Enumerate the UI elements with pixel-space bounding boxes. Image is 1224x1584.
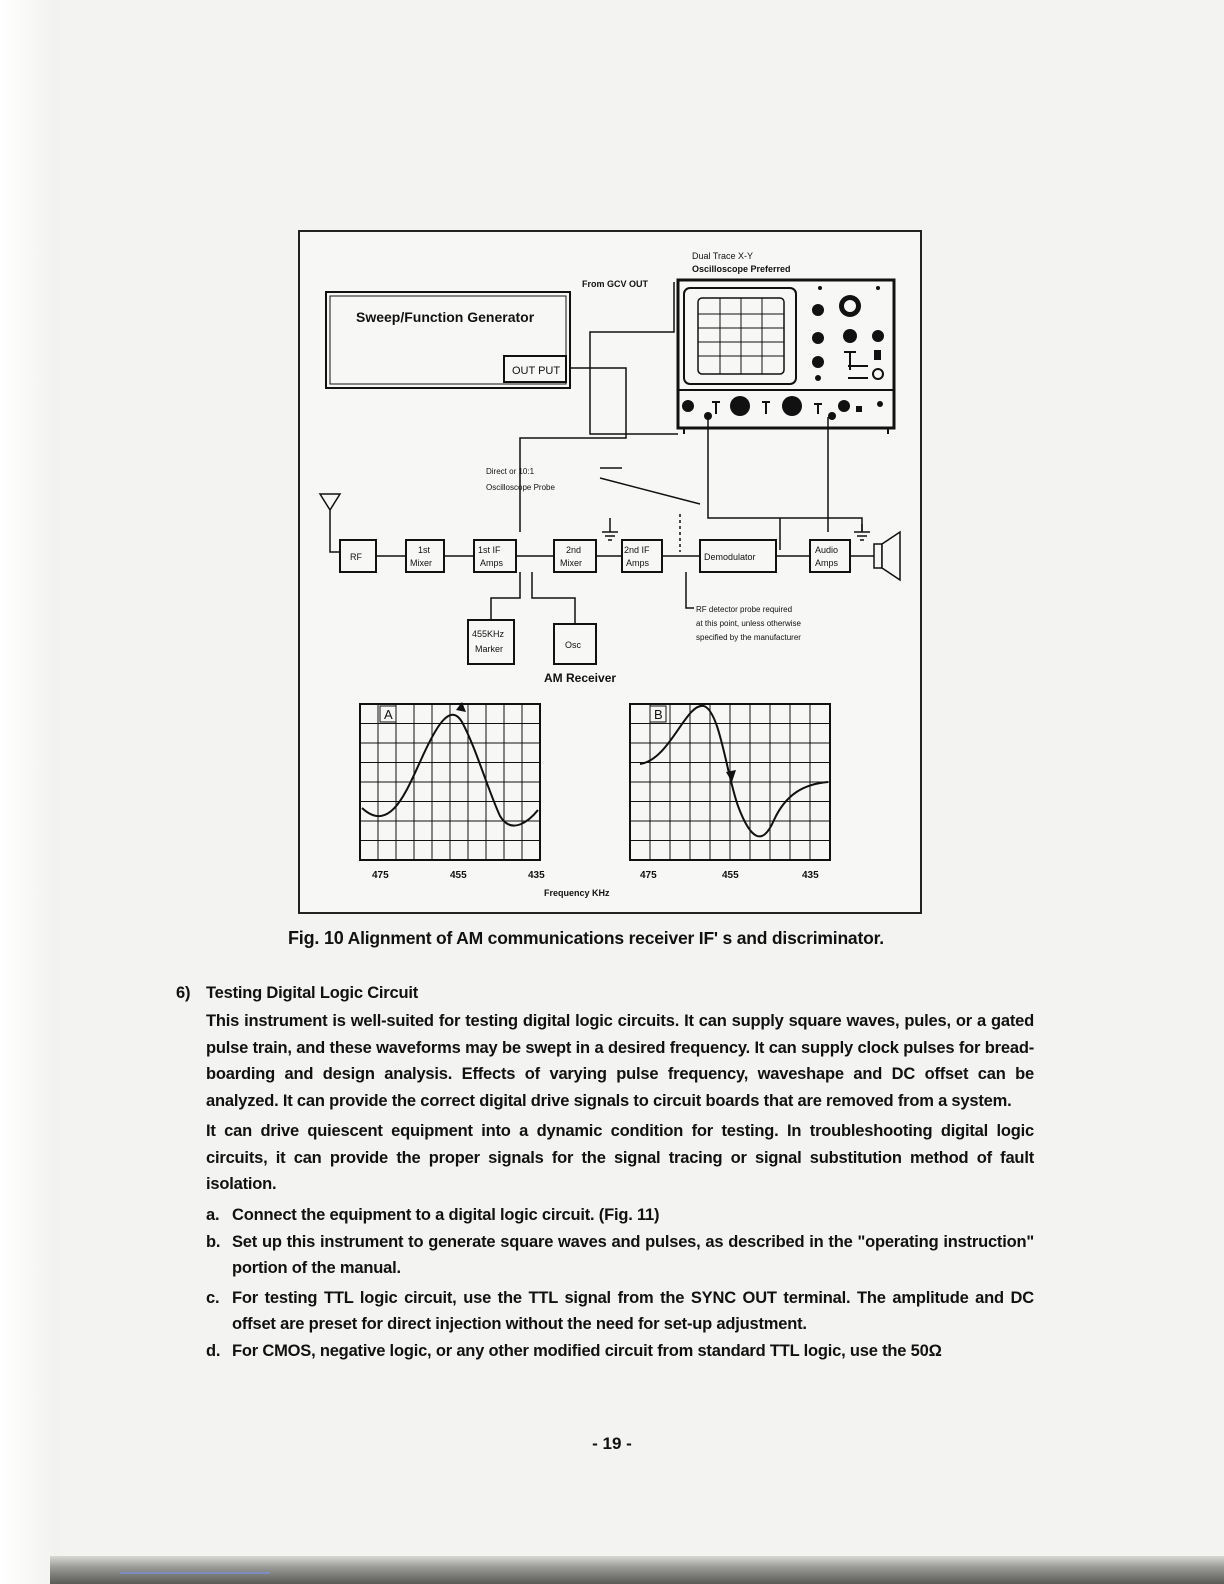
step-text: For CMOS, negative logic, or any other modified circuit from standard TTL logic, use the 50Ω — [232, 1341, 942, 1360]
if1-label-1: 1st IF — [478, 545, 501, 555]
antenna-icon — [320, 494, 340, 552]
audio-label-1: Audio — [815, 545, 839, 555]
mixer1-label-2: Mixer — [410, 558, 432, 568]
marker-label-1: 455KHz — [472, 629, 505, 639]
response-graph-a — [360, 702, 540, 860]
step-c — [206, 1285, 1034, 1337]
note-line-2: at this point, unless otherwise — [696, 619, 801, 628]
graph-b-freq-1: 475 — [640, 870, 657, 881]
section-digital-logic — [176, 984, 1034, 1365]
step-marker: a. — [206, 1205, 220, 1224]
graph-a-freq-3: 435 — [528, 870, 545, 881]
speaker-icon — [874, 532, 900, 580]
audio-label-2: Amps — [815, 558, 839, 568]
graph-b-freq-2: 455 — [722, 870, 739, 881]
page-bottom-line — [120, 1572, 270, 1574]
from-gcv-label: From GCV OUT — [582, 279, 649, 289]
oscilloscope — [678, 280, 894, 434]
if1-label-2: Amps — [480, 558, 504, 568]
caption-text: Alignment of AM communications receiver IF' s and discriminator. — [347, 928, 884, 948]
step-d — [206, 1338, 1034, 1364]
step-b — [206, 1229, 1034, 1281]
step-text: For testing TTL logic circuit, use the TTL signal from the SYNC OUT terminal. The amplitude and DC offset are preset for direct injection without the need for set-up adjustment. — [232, 1288, 1034, 1333]
mixer2-label-2: Mixer — [560, 558, 582, 568]
section-number: 6) — [176, 984, 191, 1002]
section-title: Testing Digital Logic Circuit — [206, 984, 419, 1002]
graph-a-freq-1: 475 — [372, 870, 389, 881]
paragraph-1: This instrument is well-suited for testing digital logic circuits. It can supply square waves, pules, or a gated pulse train, and these waveforms may be swept in a desired frequency. It can supply clock pulses for bread-boarding and design analysis. Effects of varying pulse frequency, waveshape and DC offset can be analyzed. It can provide the correct digital drive signals to circuit boards that are removed from a system. — [206, 1012, 1034, 1110]
note-line-1: RF detector probe required — [696, 605, 793, 614]
step-a — [206, 1202, 1034, 1228]
mixer2-label-1: 2nd — [566, 545, 582, 555]
probe-label-1: Direct or 10:1 — [486, 467, 535, 476]
graph-b-freq-3: 435 — [802, 870, 819, 881]
scope-title-2: Oscilloscope Preferred — [692, 264, 791, 274]
response-graph-b — [630, 704, 830, 860]
output-label: OUT PUT — [512, 365, 561, 377]
page-number: - 19 - — [592, 1434, 632, 1453]
marker-label-2: Marker — [475, 644, 504, 654]
scope-title-1: Dual Trace X-Y — [692, 251, 754, 261]
section-heading — [176, 984, 1034, 1003]
osc-label: Osc — [565, 640, 582, 650]
demodulator-label: Demodulator — [704, 552, 756, 562]
page-bottom-shadow — [50, 1556, 1224, 1584]
marker-block — [468, 620, 514, 664]
caption-label: Fig. 10 — [288, 928, 344, 948]
paragraph-2: It can drive quiescent equipment into a dynamic condition for testing. In troubleshooting digital logic circuits, it can provide the proper signals for the signal tracing or signal substitution method of fault isolation. — [206, 1122, 1034, 1193]
page-edge — [0, 0, 60, 1584]
generator-label: Sweep/Function Generator — [356, 309, 535, 325]
steps-list — [206, 1202, 1034, 1364]
frequency-axis-label: Frequency KHz — [544, 888, 610, 898]
note-line-3: specified by the manufacturer — [696, 633, 801, 642]
figure-10 — [298, 230, 922, 914]
step-text: Connect the equipment to a digital logic circuit. (Fig. 11) — [232, 1205, 660, 1224]
probe-label-2: Oscilloscope Probe — [486, 483, 555, 492]
if2-label-1: 2nd IF — [624, 545, 650, 555]
step-marker: c. — [206, 1288, 220, 1307]
step-text: Set up this instrument to generate square waves and pulses, as described in the "operating instruction" portion of the manual. — [232, 1232, 1034, 1277]
mixer1-label-1: 1st — [418, 545, 431, 555]
step-marker: b. — [206, 1232, 221, 1251]
graph-a-label: A — [384, 707, 393, 722]
rf-label: RF — [350, 552, 362, 562]
figure-caption — [288, 928, 968, 949]
graph-a-freq-2: 455 — [450, 870, 467, 881]
step-marker: d. — [206, 1341, 221, 1360]
block-diagram — [300, 232, 920, 912]
if2-label-2: Amps — [626, 558, 650, 568]
am-receiver-label: AM Receiver — [544, 671, 617, 685]
graph-b-label: B — [654, 707, 663, 722]
